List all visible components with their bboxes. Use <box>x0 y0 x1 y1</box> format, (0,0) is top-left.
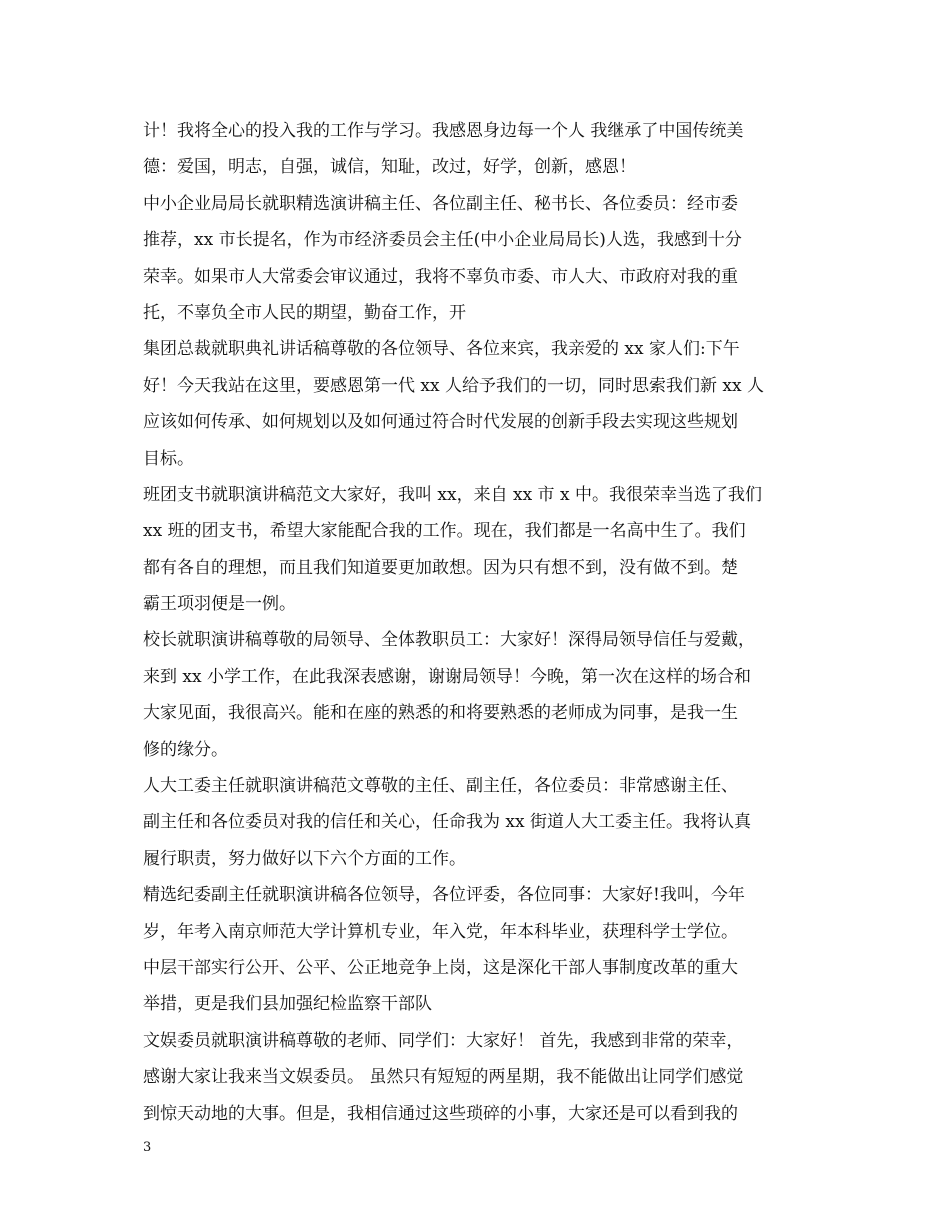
text-line: 文娱委员就职演讲稿尊敬的老师、同学们：大家好！ 首先，我感到非常的荣幸， <box>143 1030 744 1051</box>
text-line: 班团支书就职演讲稿范文大家好，我叫 xx，来自 xx 市 x 中。我很荣幸当选了我们 <box>143 484 762 505</box>
text-line: 履行职责，努力做好以下六个方面的工作。 <box>143 848 466 869</box>
text-line: xx 班的团支书，希望大家能配合我的工作。现在，我们都是一名高中生了。我们 <box>143 521 746 542</box>
text-line: 好！今天我站在这里，要感恩第一代 xx 人给予我们的一切，同时思索我们新 xx 人 <box>143 375 764 396</box>
text-line: 计！我将全心的投入我的工作与学习。我感恩身边每一个人 我继承了中国传统美 <box>143 121 744 141</box>
text-line: 中层干部实行公开、公平、公正地竞争上岗，这是深化干部人事制度改革的重大 <box>143 957 738 978</box>
text-line: 举措，更是我们县加强纪检监察干部队 <box>143 994 432 1015</box>
text-line: 推荐，xx 市长提名，作为市经济委员会主任(中小企业局局长)人选，我感到十分 <box>143 230 742 251</box>
text-line: 霸王项羽便是一例。 <box>143 594 296 615</box>
text-line: 应该如何传承、如何规划以及如何通过符合时代发展的创新手段去实现这些规划 <box>143 412 738 433</box>
text-line: 来到 xx 小学工作，在此我深表感谢，谢谢局领导！今晚，第一次在这样的场合和 <box>143 666 751 687</box>
text-line: 副主任和各位委员对我的信任和关心，任命我为 xx 街道人大工委主任。我将认真 <box>143 812 751 833</box>
text-line: 荣幸。如果市人大常委会审议通过，我将不辜负市委、市人大、市政府对我的重 <box>143 266 738 287</box>
text-line: 精选纪委副主任就职演讲稿各位领导，各位评委，各位同事：大家好!我叫，今年 <box>143 885 745 906</box>
text-line: 都有各自的理想，而且我们知道要更加敢想。因为只有想不到，没有做不到。楚 <box>143 557 738 578</box>
text-line: 德：爱国，明志，自强，诚信，知耻，改过，好学，创新，感恩！ <box>143 157 636 178</box>
text-line: 到惊天动地的大事。但是，我相信通过这些琐碎的小事，大家还是可以看到我的 <box>143 1103 738 1124</box>
text-line: 目标。 <box>143 448 194 469</box>
page-number: 3 <box>143 1140 152 1155</box>
text-line: 大家见面，我很高兴。能和在座的熟悉的和将要熟悉的老师成为同事，是我一生 <box>143 703 738 724</box>
text-line: 中小企业局局长就职精选演讲稿主任、各位副主任、秘书长、各位委员：经市委 <box>143 193 738 214</box>
text-line: 岁，年考入南京师范大学计算机专业，年入党，年本科毕业，获理科学士学位。 <box>143 921 738 942</box>
text-line: 人大工委主任就职演讲稿范文尊敬的主任、副主任，各位委员：非常感谢主任、 <box>143 776 738 797</box>
text-line: 修的缘分。 <box>143 739 228 760</box>
text-line: 感谢大家让我来当文娱委员。 虽然只有短短的两星期，我不能做出让同学们感觉 <box>143 1067 744 1088</box>
document-body <box>143 113 833 1132</box>
text-line: 校长就职演讲稿尊敬的局领导、全体教职员工：大家好！深得局领导信任与爱戴， <box>143 630 755 651</box>
text-line: 托，不辜负全市人民的期望，勤奋工作，开 <box>143 302 466 323</box>
text-line: 集团总裁就职典礼讲话稿尊敬的各位领导、各位来宾，我亲爱的 xx 家人们:下午 <box>143 339 740 360</box>
